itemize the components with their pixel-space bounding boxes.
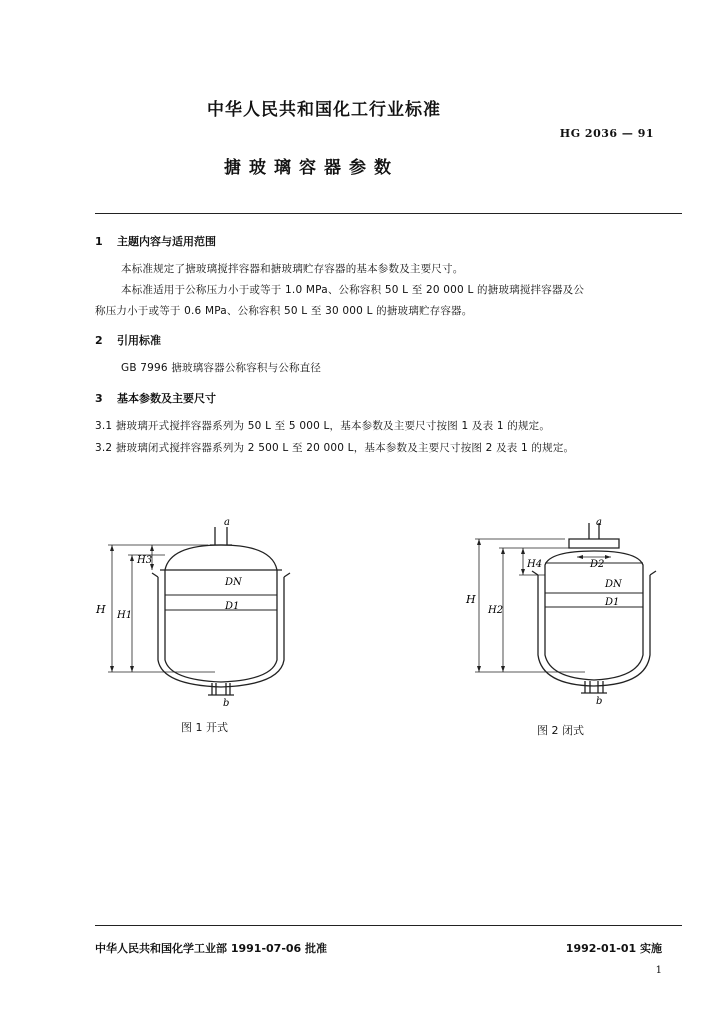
referenced-standard: GB 7996 搪玻璃容器公称容积与公称直径 (121, 362, 322, 374)
section-title: 引用标准 (117, 334, 161, 347)
height-H1-label: H1 (117, 610, 133, 621)
section-1-paragraph-1: 本标准规定了搪玻璃搅拌容器和搪玻璃贮存容器的基本参数及主要尺寸。 (121, 263, 464, 275)
height-H-label: H (466, 593, 476, 606)
nozzle-a-label: a (596, 517, 602, 528)
section-number: 3 (95, 392, 103, 405)
implementation-date: 1992-01-01 实施 (565, 942, 662, 955)
height-H3-label: H3 (137, 555, 153, 566)
diameter-D1-label: D1 (225, 601, 240, 612)
industry-standard-heading: 中华人民共和国化工行业标准 (207, 100, 441, 120)
diameter-DN-label: DN (605, 579, 622, 590)
diameter-D1-label: D1 (605, 597, 620, 608)
section-1-paragraph-2: 本标准适用于公称压力小于或等于 1.0 MPa、公称容积 50 L 至 20 000 L 的搪玻璃搅拌容器及公 (121, 284, 585, 296)
section-number: 2 (95, 334, 103, 347)
section-title: 主题内容与适用范围 (117, 235, 216, 248)
diameter-DN-label: DN (225, 577, 242, 588)
approval-line: 中华人民共和国化学工业部 1991-07-06 批准 (95, 942, 328, 955)
standard-code: HG 2036 — 91 (559, 127, 654, 140)
document-title: 搪玻璃容器参数 (224, 158, 399, 178)
clause-3-2: 3.2 搪玻璃闭式搅拌容器系列为 2 500 L 至 20 000 L，基本参数及主要尺寸按图 2 及表 1 的规定。 (95, 442, 575, 454)
nozzle-a-label: a (224, 517, 230, 528)
section-1-heading (95, 233, 216, 249)
footer-divider (95, 925, 682, 926)
nozzle-b-label: b (596, 696, 603, 707)
figure-2-closed-vessel-drawing (465, 515, 665, 710)
diameter-D2-label: D2 (590, 559, 605, 570)
height-H-label: H (96, 603, 106, 616)
height-H4-label: H4 (527, 559, 543, 570)
section-number: 1 (95, 235, 103, 248)
height-H2-label: H2 (488, 605, 504, 616)
clause-3-1: 3.1 搪玻璃开式搅拌容器系列为 50 L 至 5 000 L，基本参数及主要尺寸按图 1 及表 1 的规定。 (95, 420, 551, 432)
figure-1-caption: 图 1 开式 (181, 721, 228, 734)
section-1-paragraph-2-cont: 称压力小于或等于 0.6 MPa、公称容积 50 L 至 30 000 L 的搪玻璃贮存容器。 (95, 305, 473, 317)
nozzle-b-label: b (223, 698, 230, 709)
figure-1-open-vessel-drawing (90, 515, 320, 710)
section-3-heading (95, 390, 216, 406)
page-number: 1 (655, 965, 662, 976)
section-2-heading (95, 332, 161, 348)
figure-2-caption: 图 2 闭式 (537, 724, 584, 737)
header-divider (95, 213, 682, 214)
section-title: 基本参数及主要尺寸 (117, 392, 216, 405)
